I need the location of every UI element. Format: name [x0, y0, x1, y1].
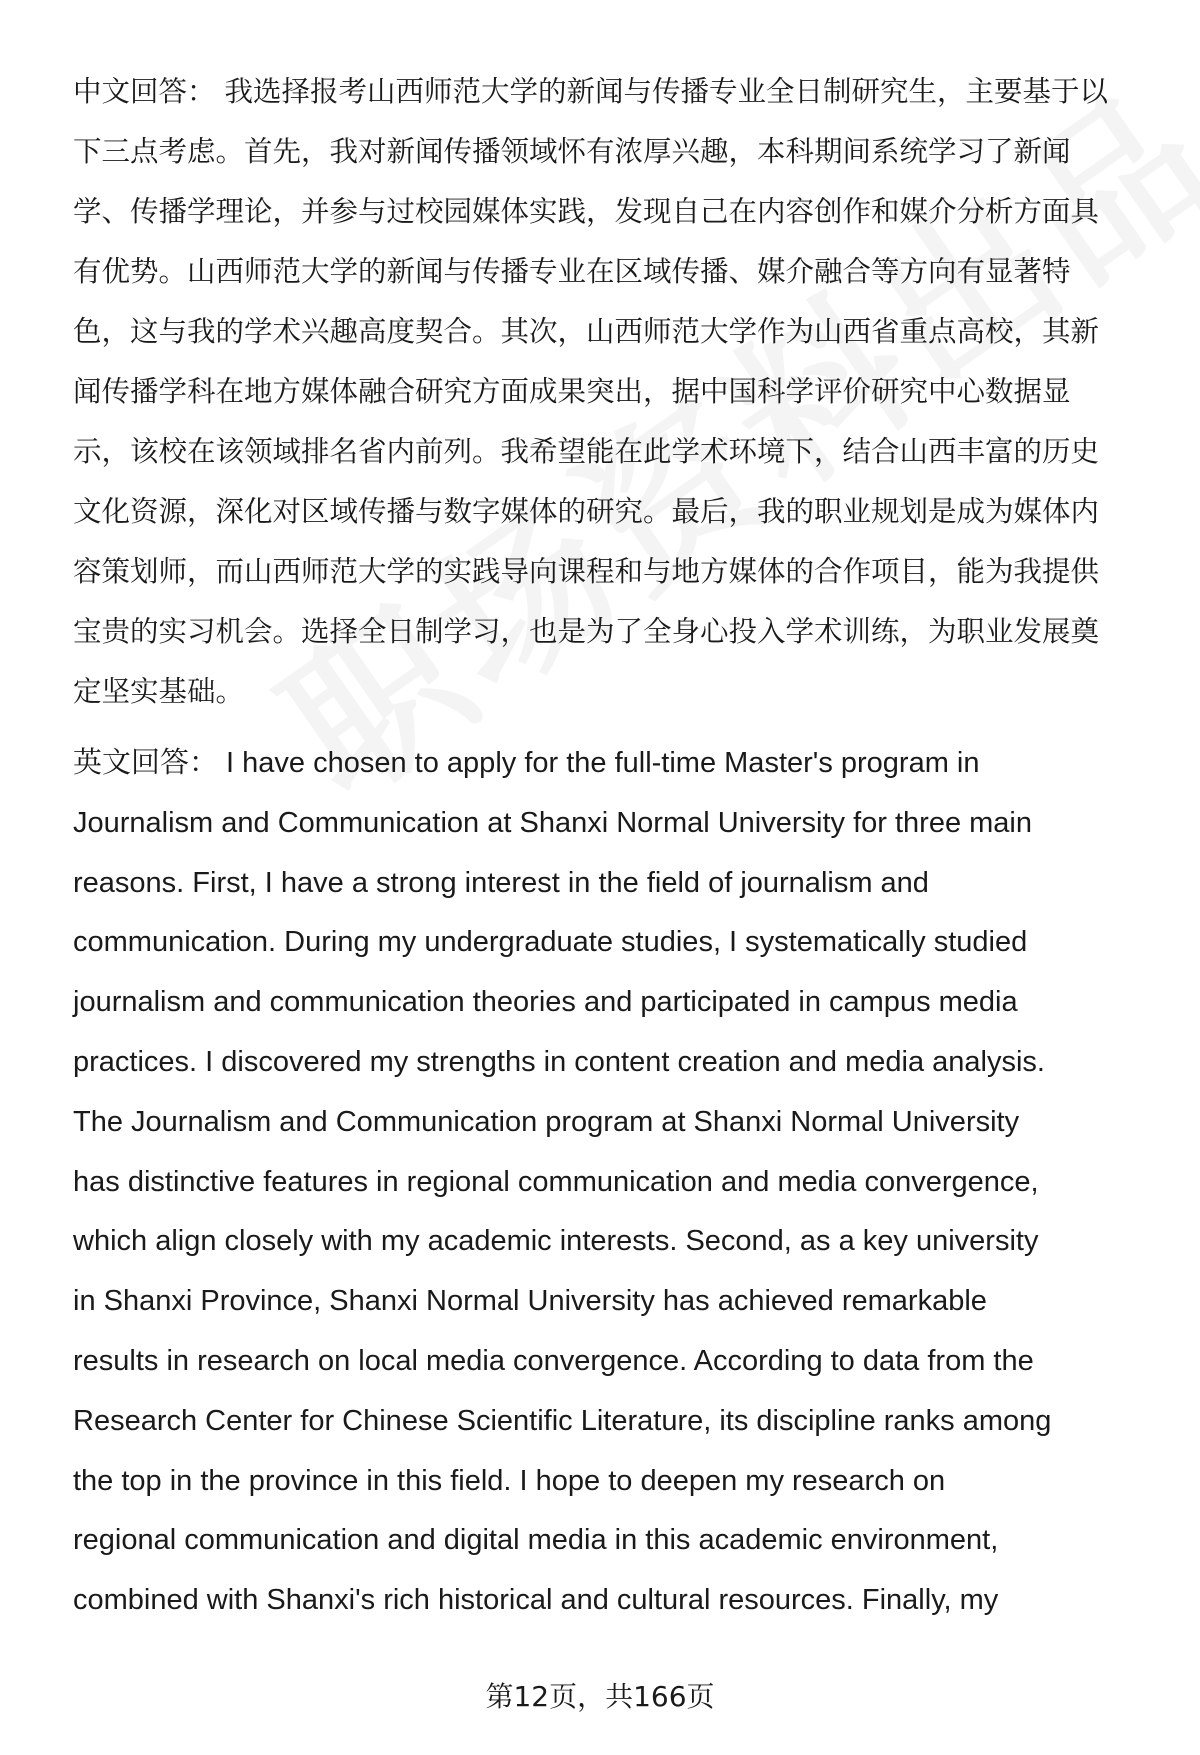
chinese-answer-paragraph: 中文回答： 我选择报考山西师范大学的新闻与传播专业全日制研究生，主要基于以 下三点考虑。首先，我对新闻传播领域怀有浓厚兴趣，本科期间系统学习了新闻 学、传播学理论，并参与过校园媒体实践，发现自己在内容创作和媒介分析方面具 有优势。山西师范大学的新闻与传播专业在区域传播、媒介融合等方向有显著特 色，这与我的学术兴趣高度契合。其次，山西师范大学作为山西省重点高校，其新 闻传播学科在地方媒体融合研究方面成果突出，据中国科学评价研究中心数据显 示，该校在该领域排名省内前列。我希望能在此学术环境下，结合山西丰富的历史 文化资源，深化对区域传播与数字媒体的研究。最后，我的职业规划是成为媒体内 容策划师，而山西师范大学的实践导向课程和与地方媒体的合作项目，能为我提供 宝贵的实习机会。选择全日制学习，也是为了全身心投入学术训练，为职业发展奠 定坚实基础。: [73, 75, 1109, 708]
english-answer-paragraph: 英文回答： I have chosen to apply for the full-time Master's program in Journalism and Communication at Shanxi Normal University for three main reasons. First, I have a strong interest in the field of journalism and communication. During my undergraduate studies, I systematically studied journalism and communication theories and participated in campus media practices. I discovered my strengths in content creation and media analysis. The Journalism and Communication program at Shanxi Normal University has distinctive features in regional communication and media convergence, which align closely with my academic interests. Second, as a key university in Shanxi Province, Shanxi Normal University has achieved remarkable results in research on local media convergence. According to data from the Research Center for Chinese Scientific Literature, its discipline ranks among the top in the province in this field. I hope to deepen my research on regional communication and digital media in this academic environment, combined with Shanxi's rich historical and cultural resources. Finally, my: [73, 747, 1052, 1617]
document-body: [73, 62, 1153, 1631]
page-number: 第12页，共166页: [485, 1680, 715, 1713]
